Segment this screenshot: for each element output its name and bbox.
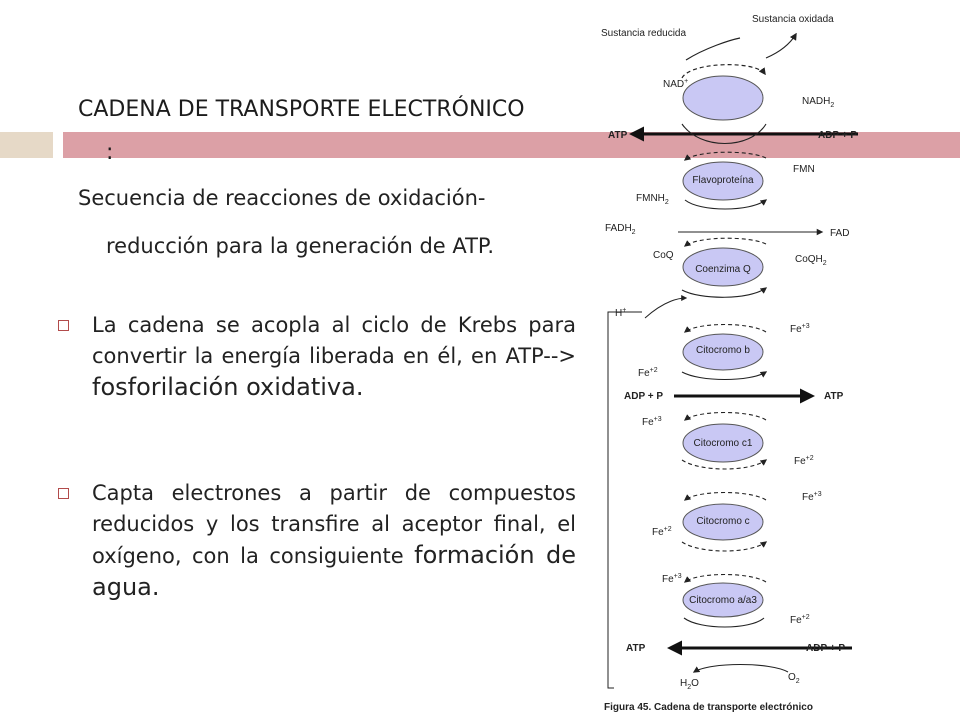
electron-transport-diagram — [590, 0, 960, 720]
cytochrome-c-label: Citocromo c — [696, 516, 750, 527]
ellipse-7-top-arc — [685, 575, 766, 583]
bullet-text-end: . — [151, 573, 160, 601]
water-label: $H_2O$ — [680, 678, 699, 691]
fe2-label-4: $Fe^{+2}$ — [790, 614, 810, 626]
oxygen-arrow — [694, 665, 788, 673]
ellipse-3-top-arc — [685, 238, 766, 246]
bullet-emphasis: formación de agua — [92, 541, 576, 601]
bullet-item — [58, 310, 576, 404]
fe3-label-3: $Fe^{+3}$ — [802, 491, 822, 503]
bullet-checkbox-icon — [58, 488, 69, 499]
bullet-text — [92, 478, 576, 604]
bullet-checkbox-icon — [58, 320, 69, 331]
cytochrome-b-label: Citocromo b — [696, 345, 750, 356]
fmnh-label: $FMNH_2$ — [636, 193, 669, 206]
nad-label: NAD+ — [663, 78, 689, 90]
fe3-label-2: $Fe^{+3}$ — [642, 416, 662, 428]
oxygen-label: $O_2$ — [788, 672, 800, 685]
ellipse-5-top-arc — [685, 413, 766, 421]
coqh-label: CoQH$_2$ — [795, 254, 827, 267]
figure-caption: Figura 45. Cadena de transporte electrónico — [604, 702, 813, 713]
fe2-label-3: $Fe^{+2}$ — [652, 526, 672, 538]
slide-title: CADENA DE TRANSPORTE ELECTRÓNICO — [78, 97, 525, 122]
ellipse-1-node — [683, 76, 763, 120]
reduced-substance-label: Sustancia reducida — [601, 28, 687, 39]
top-arrow-left — [686, 38, 740, 60]
bullet-item — [58, 478, 576, 604]
atp-label-3: ATP — [626, 643, 646, 654]
bullet-text-main: La cadena se acopla al ciclo de Krebs para convertir la energía liberada en él, en ATP--> — [92, 313, 576, 368]
bullet-emphasis: fosforilación oxidativa — [92, 373, 356, 401]
ellipse-4-top-arc — [685, 325, 766, 333]
atp-label-1: ATP — [608, 130, 628, 141]
fe3-label-1: $Fe^{+3}$ — [790, 323, 810, 335]
adp-label-3: ADP + P — [806, 643, 845, 654]
ellipse-4-bottom-arc — [682, 372, 766, 380]
bullet-text-end: . — [355, 373, 364, 401]
cytochrome-c1-label: Citocromo c1 — [693, 438, 753, 449]
cytochrome-a-label: Citocromo a/a3 — [689, 595, 757, 606]
flavoprotein-label: Flavoproteína — [692, 175, 754, 186]
ellipse-2-bottom-arc — [685, 200, 766, 209]
fad-label: FAD — [830, 228, 850, 239]
adp-label-2: ADP + P — [624, 391, 663, 402]
ellipse-6-top-arc — [685, 493, 766, 501]
coenzyme-q-label: Coenzima Q — [695, 264, 751, 275]
slide-title-colon: : — [106, 140, 114, 165]
fe2-label-1: $Fe^{+2}$ — [638, 367, 658, 379]
bullet-text-main: Capta electrones a partir de compuestos reducidos y los transfire al aceptor final, el oxígeno, con la consiguiente — [92, 481, 576, 568]
fe3-label-4: $Fe^{+3}$ — [662, 573, 682, 585]
ellipse-3-bottom-arc — [682, 288, 766, 297]
ellipse-6-bottom-arc — [682, 542, 766, 551]
nadh-label: $NADH_2$ — [802, 96, 835, 109]
top-arrow-right — [766, 34, 796, 58]
ellipse-7-bottom-arc — [684, 618, 764, 627]
ellipse-2-top-arc — [685, 152, 766, 160]
fadh-label: $FADH_2$ — [605, 223, 636, 236]
fe2-label-2: $Fe^{+2}$ — [794, 455, 814, 467]
proton-arrow — [645, 298, 686, 318]
proton-label: H+ — [615, 307, 627, 319]
bullet-text — [92, 310, 576, 404]
proton-return-line — [608, 312, 642, 688]
adp-label-1: ADP + P — [818, 130, 857, 141]
oxidized-substance-label: Sustancia oxidada — [752, 14, 834, 25]
slide-subtitle-line-1: Secuencia de reacciones de oxidación- — [78, 186, 486, 210]
slide-subtitle-line-2: reducción para la generación de ATP. — [106, 234, 494, 258]
atp-label-2: ATP — [824, 391, 844, 402]
fmn-label: FMN — [793, 164, 815, 175]
coq-label: CoQ — [653, 250, 674, 261]
accent-bar-left — [0, 132, 53, 158]
